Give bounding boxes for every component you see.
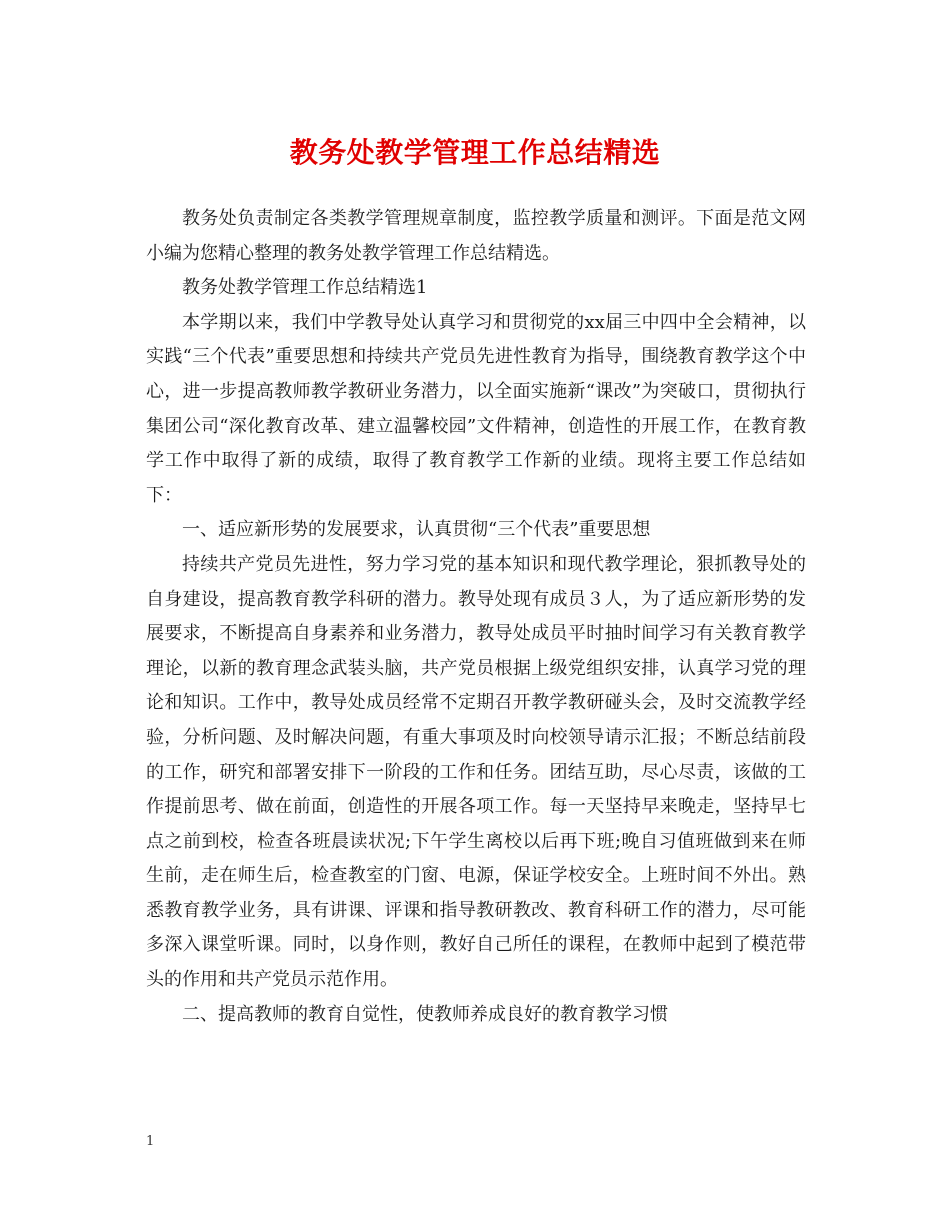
document-body [146, 202, 806, 1032]
subsection-heading-1: 一、适应新形势的发展要求，认真贯彻“三个代表”重要思想 [182, 519, 651, 541]
intro-paragraph: 教务处负责制定各类教学管理规章制度，监控教学质量和测评。下面是范文网小编为您精心整理的教务处教学管理工作总结精选。 [146, 208, 806, 264]
page-number: 1 [146, 1134, 155, 1149]
subsection-heading-2: 二、提高教师的教育自觉性，使教师养成良好的教育教学习惯 [182, 1003, 668, 1025]
body-paragraph-1: 本学期以来，我们中学教导处认真学习和贯彻党的xx届三中四中全会精神，以实践“三个代表”重要思想和持续共产党员先进性教育为指导，围绕教育教学这个中心，进一步提高教师教学教研业务潜力，以全面实施新“课改”为突破口，贯彻执行集团公司“深化教育改革、建立温馨校园”文件精神，创造性的开展工作，在教育教学工作中取得了新的成绩，取得了教育教学工作新的业绩。现将主要工作总结如下： [146, 311, 806, 506]
body-paragraph-2: 持续共产党员先进性，努力学习党的基本知识和现代教学理论，狠抓教导处的自身建设，提高教育教学科研的潜力。教导处现有成员３人，为了适应新形势的发展要求，不断提高自身素养和业务潜力，教导处成员平时抽时间学习有关教育教学理论，以新的教育理念武装头脑，共产党员根据上级党组织安排，认真学习党的理论和知识。工作中，教导处成员经常不定期召开教学教研碰头会，及时交流教学经验，分析问题、及时解决问题，有重大事项及时向校领导请示汇报；不断总结前段的工作，研究和部署安排下一阶段的工作和任务。团结互助，尽心尽责，该做的工作提前思考、做在前面，创造性的开展各项工作。每一天坚持早来晚走，坚持早七点之前到校，检查各班晨读状况;下午学生离校以后再下班;晚自习值班做到来在师生前，走在师生后，检查教室的门窗、电源，保证学校安全。上班时间不外出。熟悉教育教学业务，具有讲课、评课和指导教研教改、教育科研工作的潜力，尽可能多深入课堂听课。同时，以身作则，教好自己所任的课程，在教师中起到了模范带头的作用和共产党员示范作用。 [146, 553, 806, 991]
document-title: 教务处教学管理工作总结精选 [289, 136, 661, 169]
section-heading-1: 教务处教学管理工作总结精选1 [182, 277, 428, 299]
